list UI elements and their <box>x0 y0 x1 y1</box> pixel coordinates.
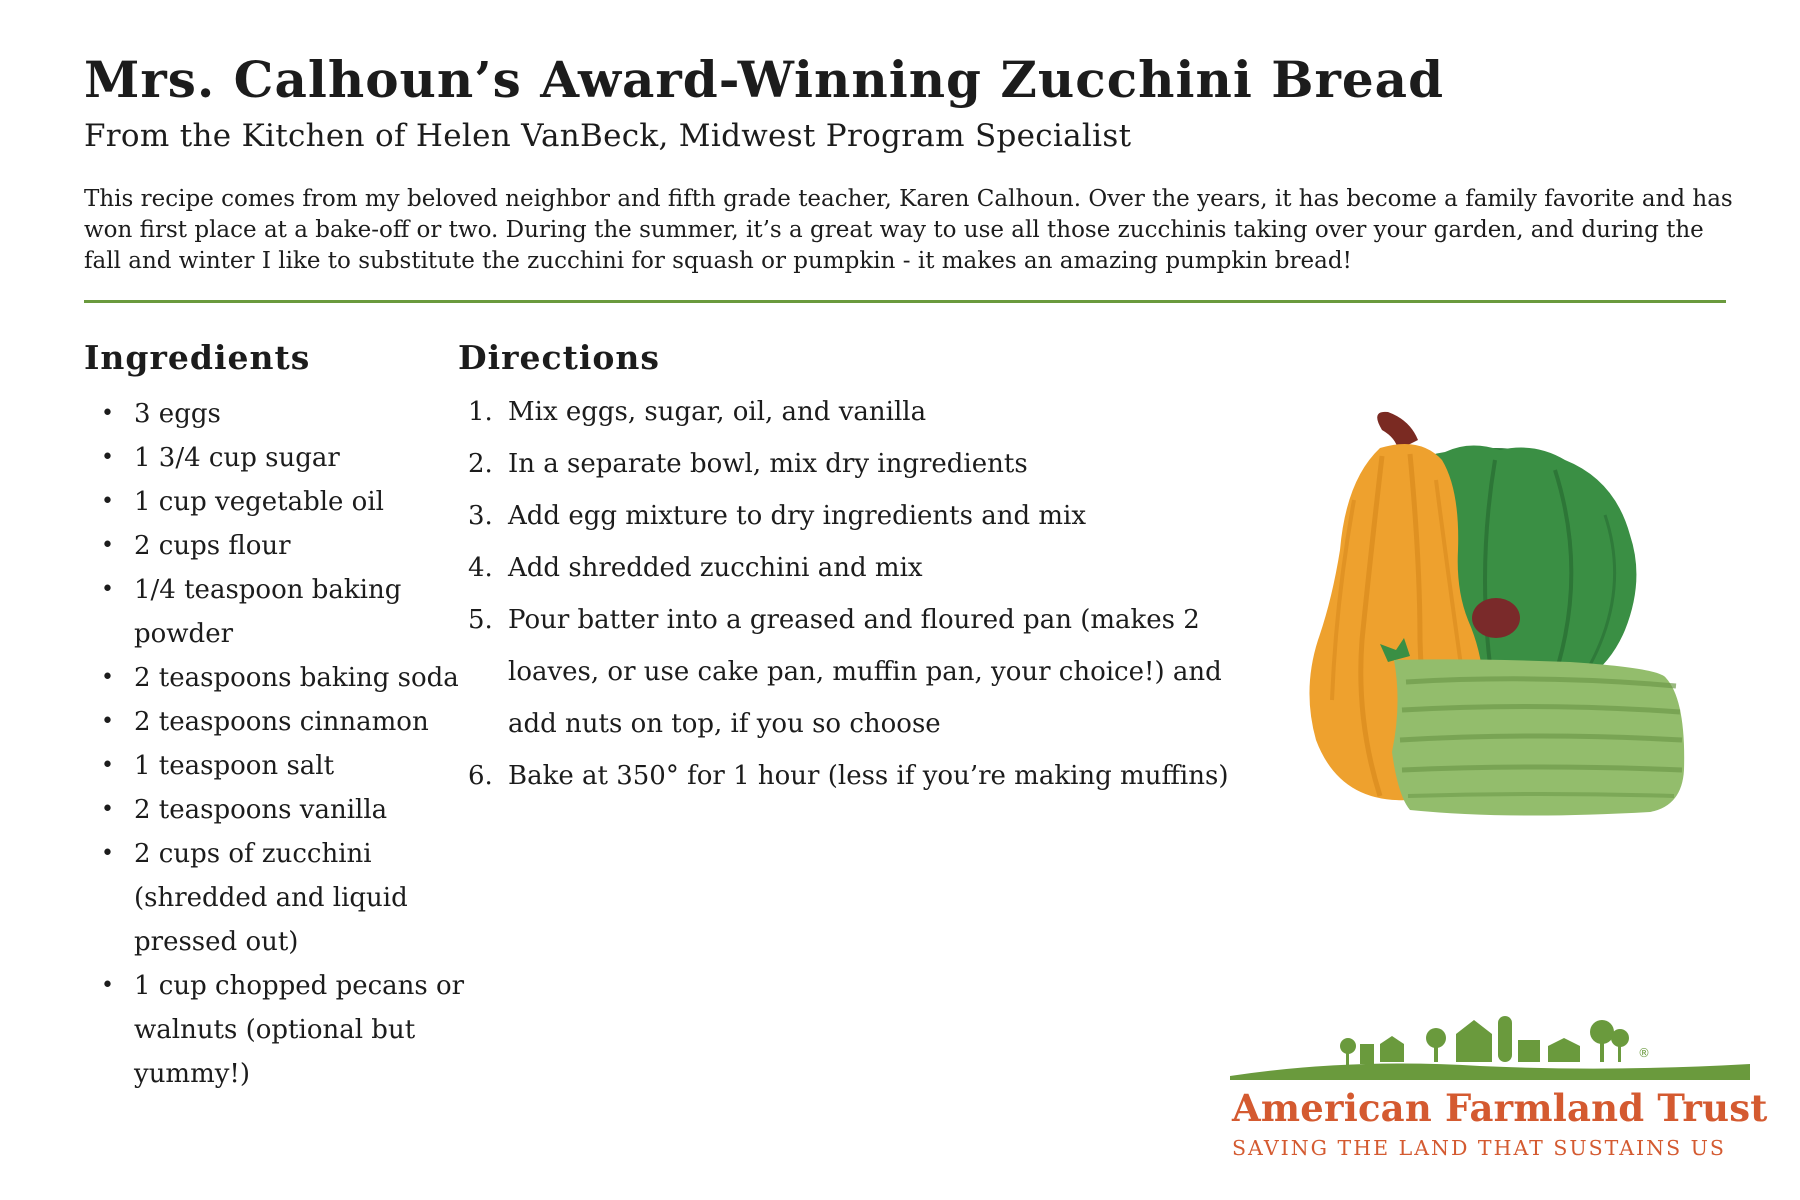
step-number: 4. <box>468 553 493 583</box>
step-text: Bake at 350° for 1 hour (less if you’re making muffins) <box>508 761 1229 791</box>
recipe-title: Mrs. Calhoun’s Award-Winning Zucchini Bread <box>84 50 1445 109</box>
ingredient-item: • 1 cup chopped pecans or walnuts (optional but yummy!) <box>134 964 504 1096</box>
logo-name: American Farmland Trust <box>1232 1086 1768 1130</box>
recipe-subtitle: From the Kitchen of Helen VanBeck, Midwest Program Specialist <box>84 118 1132 154</box>
ingredient-item: • 1/4 teaspoon baking powder <box>134 568 504 656</box>
step-text: Mix eggs, sugar, oil, and vanilla <box>508 397 927 427</box>
ingredient-item: • 2 cups flour <box>134 524 504 568</box>
recipe-intro: This recipe comes from my beloved neighbor and fifth grade teacher, Karen Calhoun. Over the years, it has become a family favorite and has won first place at a bake-off or two. During the summer, it’s a great way to use all those zucchinis taking over your garden, and during the fall and winter I like to substitute the zucchini for squash or pumpkin - it makes an amazing pumpkin bread! <box>84 186 1733 274</box>
step-text: Pour batter into a greased and floured pan (makes 2 loaves, or use cake pan, muffin pan, your choice!) and add nuts on top, if you so choose <box>508 605 1222 739</box>
step-number: 5. <box>468 605 493 635</box>
ingredient-item: • 2 teaspoons baking soda <box>134 656 504 700</box>
step-number: 2. <box>468 449 493 479</box>
ingredient-item: • 1 3/4 cup sugar <box>134 436 504 480</box>
ingredient-item: • 2 teaspoons cinnamon <box>134 700 504 744</box>
direction-step <box>468 438 1238 490</box>
step-number: 3. <box>468 501 493 531</box>
squash-illustration <box>1270 400 1730 840</box>
farm-skyline-icon <box>1230 1010 1750 1080</box>
ingredients-list <box>84 392 504 1096</box>
direction-step <box>468 594 1238 750</box>
directions-heading: Directions <box>458 338 660 377</box>
ingredient-item: • 2 teaspoons vanilla <box>134 788 504 832</box>
american-farmland-trust-logo <box>1230 1010 1768 1180</box>
step-number: 6. <box>468 761 493 791</box>
step-text: In a separate bowl, mix dry ingredients <box>508 449 1028 479</box>
direction-step <box>468 750 1238 802</box>
step-number: 1. <box>468 397 493 427</box>
direction-step <box>468 490 1238 542</box>
ingredient-item: • 2 cups of zucchini (shredded and liquid pressed out) <box>134 832 504 964</box>
direction-step <box>468 386 1238 438</box>
step-text: Add egg mixture to dry ingredients and mix <box>508 501 1087 531</box>
section-divider <box>84 300 1726 303</box>
registered-mark: ® <box>1638 1046 1650 1060</box>
direction-step <box>468 542 1238 594</box>
ingredients-heading: Ingredients <box>84 338 311 377</box>
zucchini-icon <box>1380 638 1684 816</box>
ingredient-item: • 1 cup vegetable oil <box>134 480 504 524</box>
logo-tagline: SAVING THE LAND THAT SUSTAINS US <box>1232 1136 1726 1160</box>
step-text: Add shredded zucchini and mix <box>508 553 923 583</box>
ingredient-item: • 3 eggs <box>134 392 504 436</box>
ingredient-item: • 1 teaspoon salt <box>134 744 504 788</box>
directions-list <box>468 386 1238 802</box>
